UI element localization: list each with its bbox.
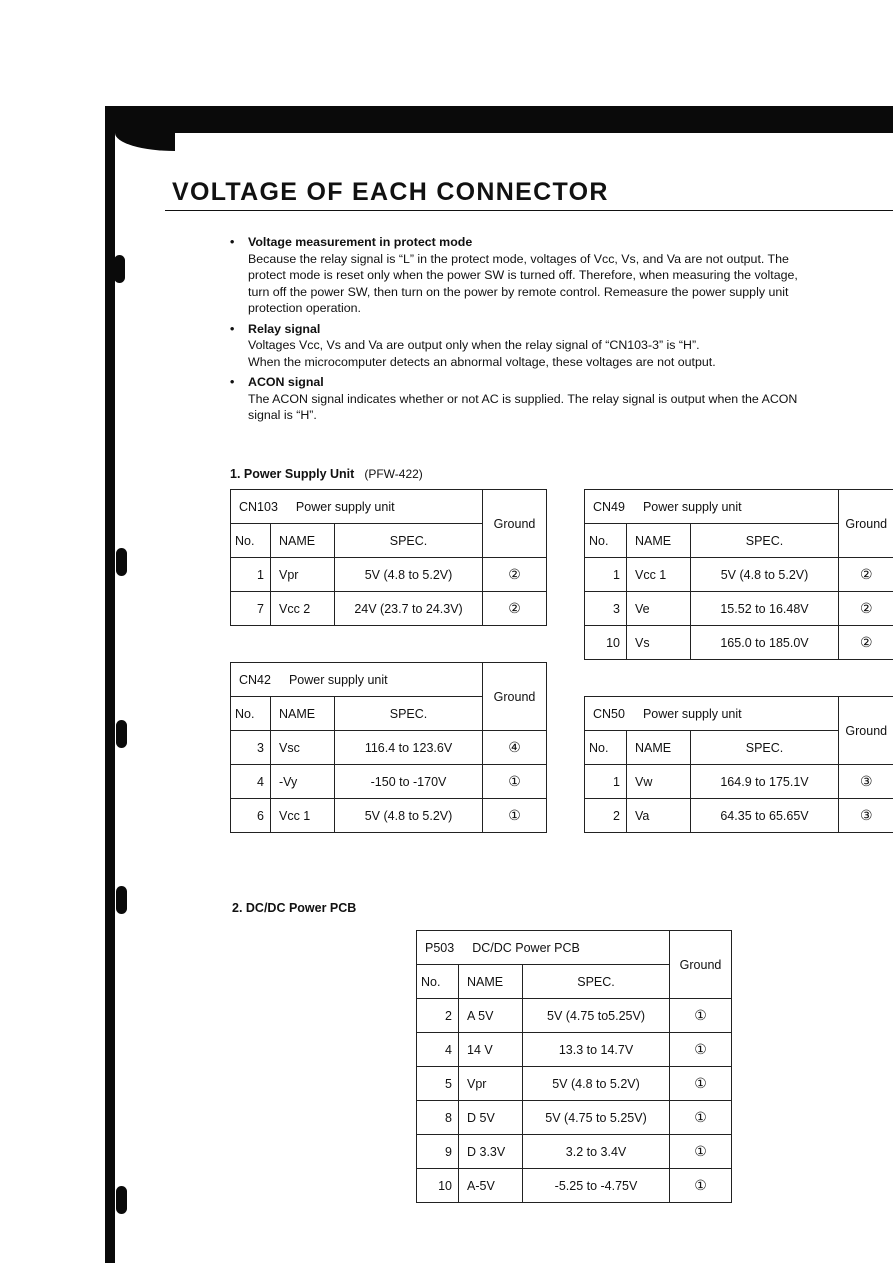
binder-hole	[116, 1186, 127, 1214]
pin-spec: 165.0 to 185.0V	[691, 626, 839, 660]
binder-hole	[114, 255, 125, 283]
pin-spec: -5.25 to -4.75V	[523, 1169, 670, 1203]
col-spec-header: SPEC.	[691, 524, 839, 558]
col-spec-header: SPEC.	[691, 731, 839, 765]
pin-no: 1	[585, 558, 627, 592]
ground-value: ②	[839, 626, 893, 660]
pin-spec: -150 to -170V	[335, 765, 483, 799]
ground-value: ③	[839, 765, 893, 799]
pin-spec: 3.2 to 3.4V	[523, 1135, 670, 1169]
binder-hole	[116, 548, 127, 576]
ground-value: ②	[483, 558, 547, 592]
col-spec-header: SPEC.	[335, 697, 483, 731]
ground-value: ①	[483, 765, 547, 799]
connector-id: P503	[425, 940, 455, 955]
ground-value: ②	[839, 558, 893, 592]
table-row	[231, 765, 547, 799]
col-no-header: No.	[585, 524, 627, 558]
note-heading: Voltage measurement in protect mode	[248, 235, 473, 249]
connector-table-cn50	[584, 696, 893, 833]
pin-spec: 5V (4.8 to 5.2V)	[335, 558, 483, 592]
note-item	[230, 374, 885, 424]
bullet-icon: •	[230, 375, 235, 389]
pin-name: Vcc 2	[271, 592, 335, 626]
connector-table-p503	[416, 930, 732, 1203]
table-row	[231, 592, 547, 626]
connector-id: CN50	[593, 706, 625, 721]
col-no-header: No.	[585, 731, 627, 765]
ground-value: ①	[670, 999, 732, 1033]
note-item	[230, 234, 885, 317]
section-title: 2. DC/DC Power PCB	[232, 901, 357, 915]
pin-no: 10	[585, 626, 627, 660]
pin-name: D 5V	[459, 1101, 523, 1135]
pin-no: 6	[231, 799, 271, 833]
bullet-icon: •	[230, 321, 235, 336]
table-row	[417, 999, 732, 1033]
table-header	[585, 697, 839, 731]
unit-name: DC/DC Power PCB	[472, 940, 580, 955]
pin-no: 2	[417, 999, 459, 1033]
pin-spec: 24V (23.7 to 24.3V)	[335, 592, 483, 626]
ground-header: Ground	[483, 490, 547, 558]
ground-value: ①	[483, 799, 547, 833]
bullet-icon: •	[230, 235, 235, 249]
pin-spec: 116.4 to 123.6V	[335, 731, 483, 765]
note-heading: ACON signal	[248, 375, 324, 389]
note-line: protection operation.	[248, 301, 361, 315]
connector-table-cn42	[230, 662, 547, 833]
note-line: Voltages Vcc, Vs and Va are output only when the relay signal of “CN103-3” is “H”.	[248, 338, 700, 352]
pin-name: D 3.3V	[459, 1135, 523, 1169]
table-row	[585, 765, 893, 799]
pin-spec: 5V (4.8 to 5.2V)	[691, 558, 839, 592]
pin-name: -Vy	[271, 765, 335, 799]
pin-no: 7	[231, 592, 271, 626]
ground-value: ①	[670, 1135, 732, 1169]
unit-name: Power supply unit	[642, 706, 742, 721]
col-no-header: No.	[231, 524, 271, 558]
note-item	[230, 321, 885, 371]
note-line: Because the relay signal is “L” in the protect mode, voltages of Vcc, Vs, and Va are not output. The	[248, 251, 789, 266]
ground-value: ③	[839, 799, 893, 833]
pin-name: A-5V	[459, 1169, 523, 1203]
pin-no: 9	[417, 1135, 459, 1169]
connector-table-cn49	[584, 489, 893, 660]
section-heading	[230, 467, 423, 481]
pin-name: Ve	[627, 592, 691, 626]
connector-id: CN49	[593, 499, 625, 514]
top-border-bar	[105, 106, 893, 133]
left-border-bar	[105, 133, 115, 1263]
table-row	[585, 799, 893, 833]
pin-spec: 5V (4.75 to5.25V)	[523, 999, 670, 1033]
page-title: VOLTAGE OF EACH CONNECTOR	[172, 178, 609, 206]
notes-list	[230, 234, 885, 424]
pin-name: Vsc	[271, 731, 335, 765]
binder-hole	[116, 886, 127, 914]
ground-header: Ground	[670, 931, 732, 999]
section-subtitle: (PFW-422)	[364, 467, 423, 481]
col-name-header: NAME	[271, 524, 335, 558]
col-name-header: NAME	[459, 965, 523, 999]
col-no-header: No.	[231, 697, 271, 731]
section-title: 1. Power Supply Unit	[230, 467, 355, 481]
table-row	[417, 1033, 732, 1067]
table-header	[231, 663, 483, 697]
unit-name: Power supply unit	[295, 499, 395, 514]
col-name-header: NAME	[271, 697, 335, 731]
pin-no: 1	[231, 558, 271, 592]
table-header	[585, 490, 839, 524]
pin-no: 4	[231, 765, 271, 799]
ground-header: Ground	[483, 663, 547, 731]
ground-value: ①	[670, 1033, 732, 1067]
pin-name: 14 V	[459, 1033, 523, 1067]
pin-no: 2	[585, 799, 627, 833]
pin-name: Vw	[627, 765, 691, 799]
table-row	[417, 1169, 732, 1203]
unit-name: Power supply unit	[642, 499, 742, 514]
col-name-header: NAME	[627, 731, 691, 765]
ground-value: ①	[670, 1169, 732, 1203]
pin-no: 3	[231, 731, 271, 765]
pin-no: 8	[417, 1101, 459, 1135]
table-header	[417, 931, 670, 965]
table-row	[585, 626, 893, 660]
note-line: When the microcomputer detects an abnormal voltage, these voltages are not output.	[248, 354, 716, 369]
ground-value: ①	[670, 1067, 732, 1101]
table-row	[417, 1067, 732, 1101]
table-row	[231, 731, 547, 765]
table-row	[417, 1101, 732, 1135]
pin-name: Vcc 1	[627, 558, 691, 592]
table-row	[231, 799, 547, 833]
pin-no: 4	[417, 1033, 459, 1067]
pin-name: Vpr	[271, 558, 335, 592]
connector-id: CN42	[239, 672, 271, 687]
note-heading: Relay signal	[248, 321, 321, 336]
table-row	[585, 592, 893, 626]
ground-header: Ground	[839, 490, 893, 558]
pin-spec: 5V (4.8 to 5.2V)	[523, 1067, 670, 1101]
table-header	[231, 490, 483, 524]
pin-spec: 164.9 to 175.1V	[691, 765, 839, 799]
pin-no: 3	[585, 592, 627, 626]
col-no-header: No.	[417, 965, 459, 999]
pin-name: Vpr	[459, 1067, 523, 1101]
note-line: signal is “H”.	[248, 408, 317, 422]
pin-no: 5	[417, 1067, 459, 1101]
col-spec-header: SPEC.	[523, 965, 670, 999]
pin-spec: 64.35 to 65.65V	[691, 799, 839, 833]
note-line: turn off the power SW, then turn on the power by remote control. Remeasure the power supply unit	[248, 284, 789, 299]
col-name-header: NAME	[627, 524, 691, 558]
ground-value: ②	[839, 592, 893, 626]
connector-id: CN103	[239, 499, 278, 514]
ground-header: Ground	[839, 697, 893, 765]
pin-name: Vcc 1	[271, 799, 335, 833]
pin-spec: 5V (4.8 to 5.2V)	[335, 799, 483, 833]
pin-no: 1	[585, 765, 627, 799]
note-line: protect mode is reset only when the power SW is turned off. Therefore, when measuring the voltage,	[248, 268, 798, 282]
pin-spec: 13.3 to 14.7V	[523, 1033, 670, 1067]
ground-value: ④	[483, 731, 547, 765]
table-row	[417, 1135, 732, 1169]
section-heading	[232, 901, 356, 915]
pin-spec: 5V (4.75 to 5.25V)	[523, 1101, 670, 1135]
connector-table-cn103	[230, 489, 547, 626]
table-row	[585, 558, 893, 592]
pin-name: Vs	[627, 626, 691, 660]
pin-name: A 5V	[459, 999, 523, 1033]
pin-spec: 15.52 to 16.48V	[691, 592, 839, 626]
ground-value: ②	[483, 592, 547, 626]
note-line: The ACON signal indicates whether or not AC is supplied. The relay signal is output when the ACON	[248, 391, 798, 406]
table-row	[231, 558, 547, 592]
binder-hole	[116, 720, 127, 748]
col-spec-header: SPEC.	[335, 524, 483, 558]
pin-no: 10	[417, 1169, 459, 1203]
corner-curve	[115, 133, 175, 151]
unit-name: Power supply unit	[288, 672, 388, 687]
pin-name: Va	[627, 799, 691, 833]
title-rule	[165, 210, 893, 211]
ground-value: ①	[670, 1101, 732, 1135]
